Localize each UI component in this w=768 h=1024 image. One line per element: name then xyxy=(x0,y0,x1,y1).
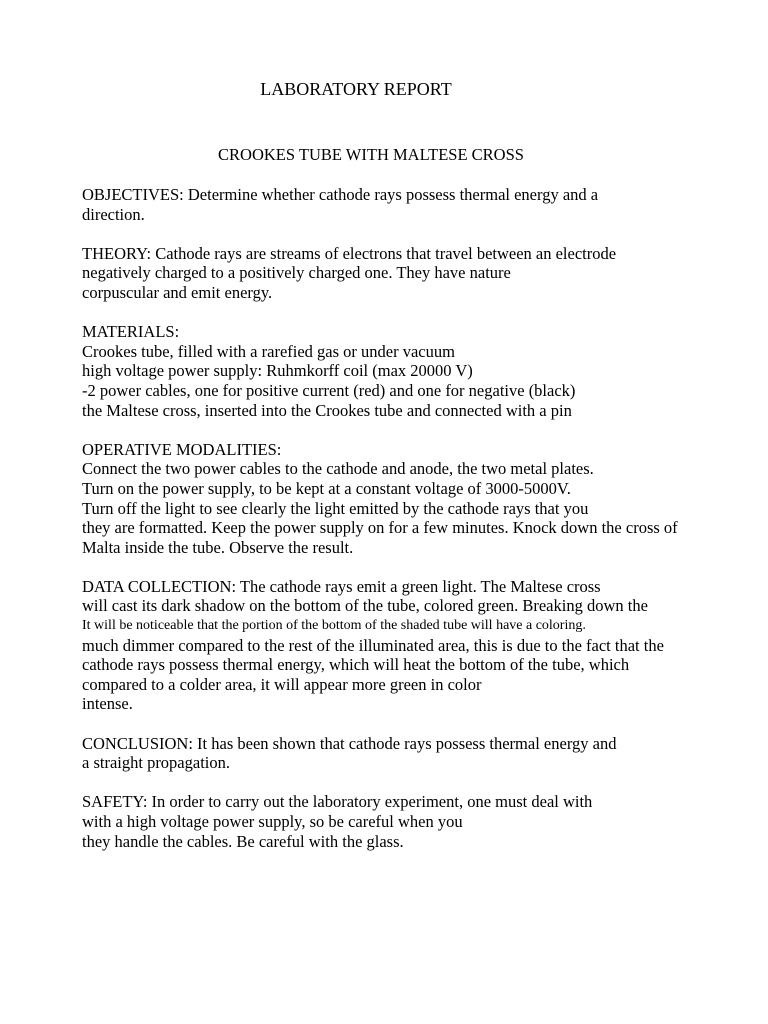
section-materials xyxy=(82,322,762,420)
report-title: LABORATORY REPORT xyxy=(260,79,452,99)
section-heading: MATERIALS: xyxy=(82,322,180,342)
section-objectives xyxy=(82,185,762,224)
text-line: they are formatted. Keep the power supply on for a few minutes. Knock down the cross of xyxy=(82,518,678,538)
text-line: the Maltese cross, inserted into the Crookes tube and connected with a pin xyxy=(82,400,572,420)
text-line: SAFETY: In order to carry out the laboratory experiment, one must deal with xyxy=(82,792,593,812)
text-line: they handle the cables. Be careful with the glass. xyxy=(82,831,404,851)
report-body xyxy=(82,185,762,851)
text-line: Crookes tube, filled with a rarefied gas or under vacuum xyxy=(82,341,455,361)
text-line: OBJECTIVES: Determine whether cathode rays possess thermal energy and a xyxy=(82,185,599,204)
text-line: cathode rays possess thermal energy, which will heat the bottom of the tube, which xyxy=(82,655,630,675)
text-line: direction. xyxy=(82,204,145,224)
text-line: much dimmer compared to the rest of the illuminated area, this is due to the fact that the xyxy=(82,635,664,655)
section-safety xyxy=(82,792,762,851)
text-line: Malta inside the tube. Observe the result. xyxy=(82,537,354,557)
section-data-collection xyxy=(82,577,762,714)
text-line: a straight propagation. xyxy=(82,753,231,773)
text-line: THEORY: Cathode rays are streams of electrons that travel between an electrode xyxy=(82,243,617,263)
text-line: compared to a colder area, it will appear more green in color xyxy=(82,674,482,694)
text-line: It will be noticeable that the portion of the bottom of the shaded tube will have a coloring. xyxy=(82,618,586,634)
text-line: Turn off the light to see clearly the light emitted by the cathode rays that you xyxy=(82,498,589,518)
text-line: Turn on the power supply, to be kept at a constant voltage of 3000-5000V. xyxy=(82,478,571,498)
text-line: DATA COLLECTION: The cathode rays emit a green light. The Maltese cross xyxy=(82,576,601,596)
text-line: intense. xyxy=(82,694,133,714)
text-line: Connect the two power cables to the cathode and anode, the two metal plates. xyxy=(82,459,594,479)
text-line: CONCLUSION: It has been shown that cathode rays possess thermal energy and xyxy=(82,733,617,753)
text-line: negatively charged to a positively charged one. They have nature xyxy=(82,263,511,283)
section-heading: OPERATIVE MODALITIES: xyxy=(82,439,282,459)
section-conclusion xyxy=(82,734,762,773)
report-subtitle: CROOKES TUBE WITH MALTESE CROSS xyxy=(218,145,524,164)
text-line: -2 power cables, one for positive current (red) and one for negative (black) xyxy=(82,380,576,400)
section-theory xyxy=(82,244,762,303)
text-line: high voltage power supply: Ruhmkorff coil (max 20000 V) xyxy=(82,361,473,381)
text-line: with a high voltage power supply, so be careful when you xyxy=(82,812,463,831)
section-operative-modalities xyxy=(82,440,762,558)
text-line: will cast its dark shadow on the bottom of the tube, colored green. Breaking down the xyxy=(82,596,648,616)
text-line: corpuscular and emit energy. xyxy=(82,282,273,302)
